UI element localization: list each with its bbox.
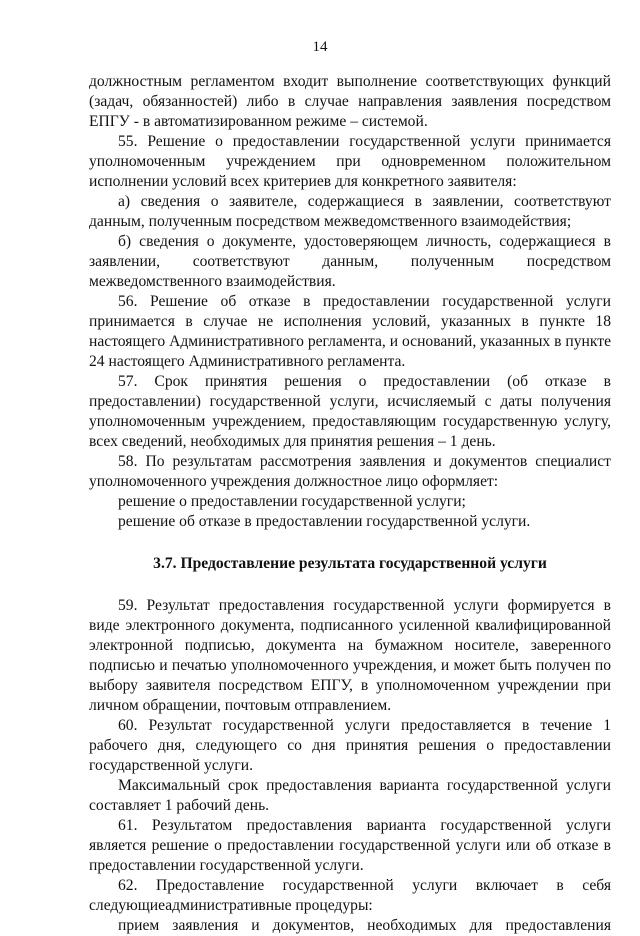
paragraph-56: 56. Решение об отказе в предоставлении государственной услуги принимается в случае не исполнения условий, указанных в пункте 18 настоящего Административного регламента, и оснований, указанных в пункте 24 настоящего Административного регламента. bbox=[89, 293, 611, 370]
paragraph-procedure-item: прием заявления и документов, необходимых для предоставления bbox=[118, 917, 611, 934]
list-item: решение о предоставлении государственной услуги; bbox=[118, 493, 466, 510]
list-item: решение об отказе в предоставлении государственной услуги. bbox=[118, 513, 531, 530]
paragraph-58: 58. По результатам рассмотрения заявления и документов специалист уполномоченного учреждения должностное лицо оформляет: bbox=[89, 453, 611, 490]
paragraph-61: 61. Результатом предоставления варианта государственной услуги является решение о предоставлении государственной услуги или об отказе в предоставлении государственной услуги. bbox=[89, 817, 611, 874]
paragraph-continuation: должностным регламентом входит выполнение соответствующих функций (задач, обязанностей) либо в случае направления заявления посредством ЕПГУ - в автоматизированном режиме – системой. bbox=[89, 73, 611, 130]
section-heading: 3.7. Предоставление результата государственной услуги bbox=[153, 555, 547, 572]
paragraph-59: 59. Результат предоставления государственной услуги формируется в виде электронного документа, подписанного усиленной квалифицированной электронной подписью, документа на бумажном носителе, заверенного подписью и печатью уполномоченного учреждения, и может быть получен по выбору заявителя посредством ЕПГУ, в уполномоченном учреждении при личном обращении, почтовым отправлением. bbox=[89, 597, 611, 714]
paragraph-55-b: б) сведения о документе, удостоверяющем личность, содержащиеся в заявлении, соответствуют данным, полученным посредством межведомственного взаимодействия. bbox=[89, 233, 611, 290]
page-number: 14 bbox=[312, 39, 328, 55]
paragraph-55: 55. Решение о предоставлении государственной услуги принимается уполномоченным учреждением при одновременном положительном исполнении условий всех критериев для конкретного заявителя: bbox=[89, 133, 611, 190]
document-body bbox=[89, 72, 611, 936]
paragraph-57: 57. Срок принятия решения о предоставлении (об отказе в предоставлении) государственной услуги, исчисляемый с даты получения уполномоченным учреждением, предоставляющим государственную услугу, всех сведений, необходимых для принятия решения – 1 день. bbox=[89, 373, 611, 450]
paragraph-60: 60. Результат государственной услуги предоставляется в течение 1 рабочего дня, следующего со дня принятия решения о предоставлении государственной услуги. bbox=[89, 717, 611, 774]
paragraph-62: 62. Предоставление государственной услуги включает в себя следующиеадминистративные процедуры: bbox=[89, 877, 611, 914]
paragraph-55-a: а) сведения о заявителе, содержащиеся в заявлении, соответствуют данным, полученным посредством межведомственного взаимодействия; bbox=[89, 193, 611, 230]
paragraph-max-term: Максимальный срок предоставления варианта государственной услуги составляет 1 рабочий день. bbox=[89, 777, 611, 814]
